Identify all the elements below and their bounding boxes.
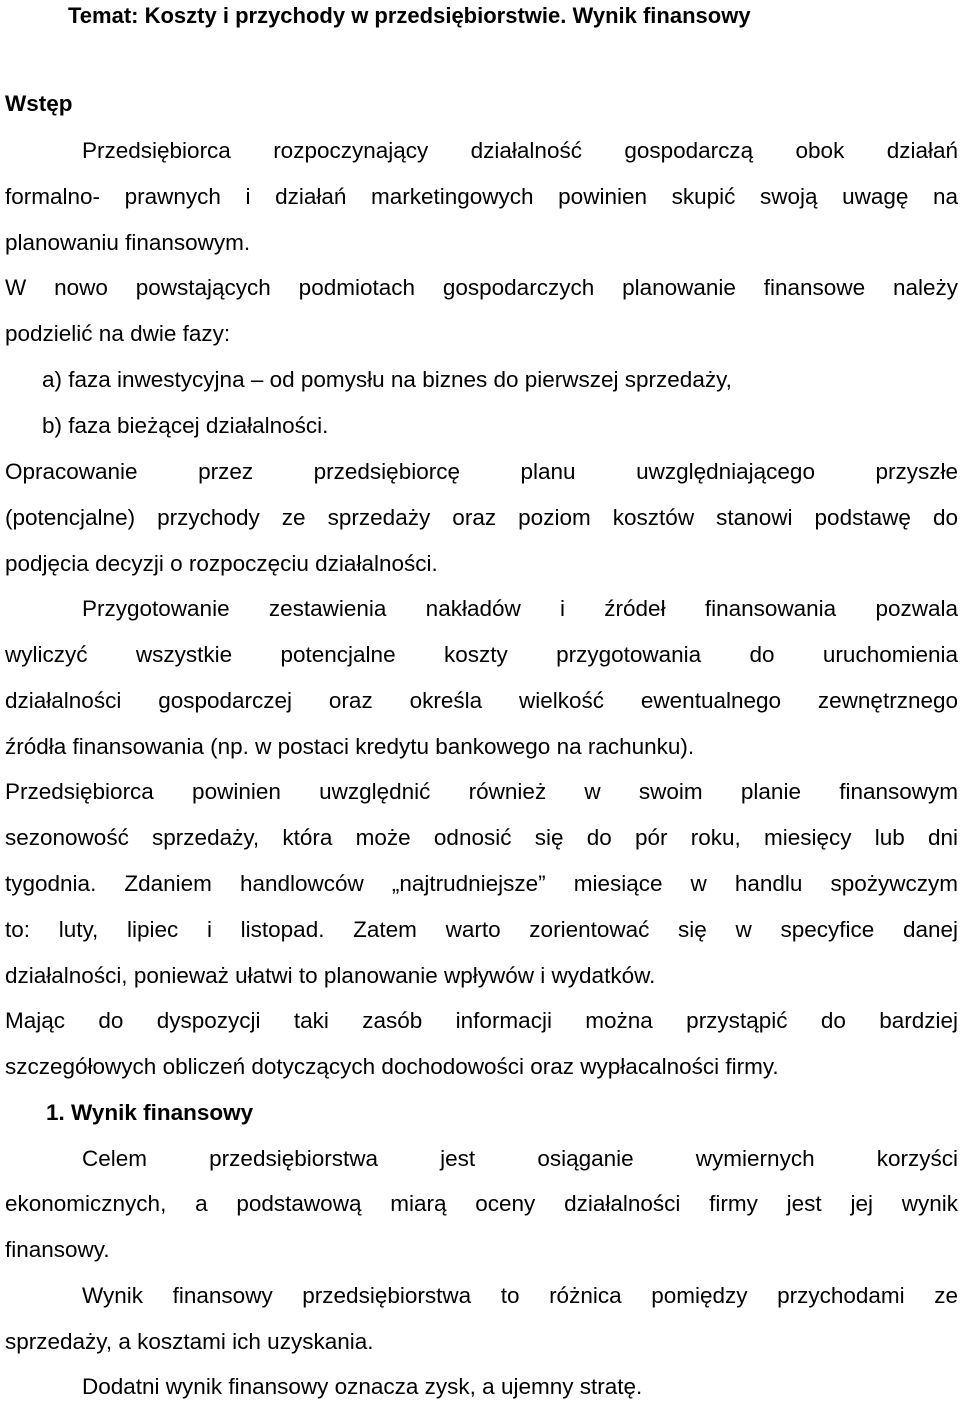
paragraph-line: tygodnia. Zdaniem handlowców „najtrudniejsze” miesiące w handlu spożywczym <box>5 871 958 896</box>
section-heading: 1. Wynik finansowy <box>46 1100 254 1125</box>
paragraph-line: finansowy. <box>5 1237 110 1262</box>
list-item: a) faza inwestycyjna – od pomysłu na biznes do pierwszej sprzedaży, <box>42 367 732 392</box>
paragraph-line: Celem przedsiębiorstwa jest osiąganie wymiernych korzyści <box>82 1146 958 1171</box>
paragraph-line: formalno- prawnych i działań marketingowych powinien skupić swoją uwagę na <box>5 184 958 209</box>
document-title: Temat: Koszty i przychody w przedsiębiorstwie. Wynik finansowy <box>68 3 751 28</box>
paragraph-line: W nowo powstających podmiotach gospodarczych planowanie finansowe należy <box>5 275 958 300</box>
intro-heading: Wstęp <box>5 91 73 116</box>
paragraph-line: działalności, ponieważ ułatwi to planowanie wpływów i wydatków. <box>5 963 656 988</box>
paragraph-line: Wynik finansowy przedsiębiorstwa to różnica pomiędzy przychodami ze <box>82 1283 958 1308</box>
paragraph-line: podjęcia decyzji o rozpoczęciu działalności. <box>5 551 438 576</box>
paragraph-line: Przygotowanie zestawienia nakładów i źródeł finansowania pozwala <box>82 596 958 621</box>
paragraph-line: to: luty, lipiec i listopad. Zatem warto zorientować się w specyfice danej <box>5 917 958 942</box>
paragraph-line: sprzedaży, a kosztami ich uzyskania. <box>5 1329 374 1354</box>
paragraph-line: szczegółowych obliczeń dotyczących dochodowości oraz wypłacalności firmy. <box>5 1054 779 1079</box>
paragraph-line: źródła finansowania (np. w postaci kredytu bankowego na rachunku). <box>5 734 695 759</box>
paragraph-line: Przedsiębiorca rozpoczynający działalność gospodarczą obok działań <box>82 138 958 163</box>
paragraph-line: ekonomicznych, a podstawową miarą oceny działalności firmy jest jej wynik <box>5 1191 958 1216</box>
paragraph-line: Opracowanie przez przedsiębiorcę planu uwzględniającego przyszłe <box>5 459 958 484</box>
paragraph-line: wyliczyć wszystkie potencjalne koszty przygotowania do uruchomienia <box>5 642 958 667</box>
paragraph-line: Przedsiębiorca powinien uwzględnić również w swoim planie finansowym <box>5 779 958 804</box>
paragraph-line: Mając do dyspozycji taki zasób informacji można przystąpić do bardziej <box>5 1008 958 1033</box>
paragraph-line: Dodatni wynik finansowy oznacza zysk, a ujemny stratę. <box>82 1374 643 1399</box>
paragraph-line: planowaniu finansowym. <box>5 230 251 255</box>
paragraph-line: podzielić na dwie fazy: <box>5 321 231 346</box>
paragraph-line: działalności gospodarczej oraz określa wielkość ewentualnego zewnętrznego <box>5 688 958 713</box>
list-item: b) faza bieżącej działalności. <box>42 413 329 438</box>
paragraph-line: sezonowość sprzedaży, która może odnosić się do pór roku, miesięcy lub dni <box>5 825 958 850</box>
paragraph-line: (potencjalne) przychody ze sprzedaży oraz poziom kosztów stanowi podstawę do <box>5 505 958 530</box>
